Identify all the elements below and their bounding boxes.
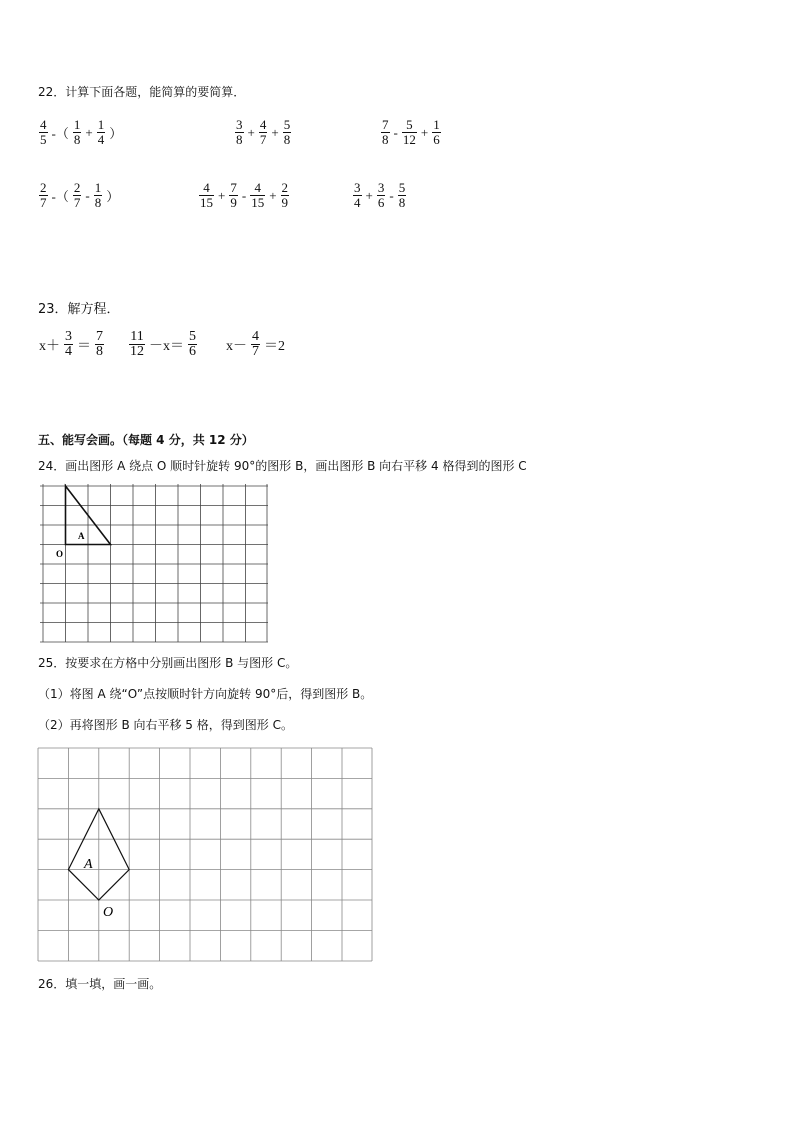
fraction-denominator: 12 [402, 132, 416, 147]
fraction-numerator: 5 [189, 329, 196, 344]
fraction-denominator: 15 [200, 195, 213, 210]
fraction-numerator: 5 [283, 117, 291, 132]
operator: + [85, 124, 93, 140]
q25-label-a: A [84, 857, 93, 872]
fraction [94, 181, 103, 210]
fraction-denominator: 6 [189, 344, 196, 359]
fraction [398, 181, 407, 210]
fraction [95, 330, 104, 359]
fraction-numerator: 2 [40, 180, 47, 195]
fraction-numerator: 1 [73, 117, 81, 132]
q23-eq-2 [128, 330, 198, 359]
q22-title: 22．计算下面各题，能简算的要简算． [38, 85, 246, 99]
q22-expr-5 [198, 181, 290, 210]
fraction [353, 181, 362, 210]
fraction [64, 330, 73, 359]
fraction-denominator: 9 [281, 195, 289, 210]
q25-title: 25．按要求在方格中分别画出图形 B 与图形 C。 [38, 656, 298, 670]
fraction-denominator: 9 [230, 195, 237, 210]
fraction-denominator: 6 [433, 132, 440, 147]
section-five-title: 五、能写会画。（每题 4 分，共 12 分） [38, 433, 254, 447]
q25-label-o: O [103, 905, 114, 920]
q24-label-o: O [56, 549, 64, 559]
fraction [281, 181, 290, 210]
fraction-numerator: 4 [254, 180, 261, 195]
fraction-numerator: 3 [65, 329, 72, 344]
fraction-numerator: 3 [236, 117, 243, 132]
q22-expr-6 [352, 181, 407, 210]
fraction-denominator: 6 [377, 195, 385, 210]
fraction [381, 118, 390, 147]
fraction-denominator: 7 [252, 344, 259, 359]
q25-grid [36, 746, 374, 964]
fraction-numerator: 2 [281, 180, 289, 195]
fraction-numerator: 4 [203, 180, 210, 195]
operator: -（ [51, 126, 69, 141]
operator: + [247, 124, 255, 140]
q26-title: 26．填一填，画一画。 [38, 977, 162, 991]
fraction-denominator: 4 [354, 195, 361, 210]
operator: －x＝ [149, 338, 184, 354]
operator: + [269, 187, 277, 203]
fraction-denominator: 4 [65, 344, 72, 359]
q24-title: 24．画出图形 A 绕点 O 顺时针旋转 90°的图形 B，画出图形 B 向右平移 4 格得到的图形 C [38, 459, 527, 473]
fraction [229, 181, 238, 210]
fraction [235, 118, 244, 147]
fraction [39, 181, 48, 210]
fraction-denominator: 4 [97, 132, 105, 147]
operator: ） [106, 189, 120, 204]
fraction-denominator: 7 [40, 195, 47, 210]
q22-expr-3 [380, 118, 442, 147]
fraction-denominator: 8 [96, 344, 103, 359]
fraction-numerator: 4 [40, 117, 47, 132]
operator: + [420, 124, 429, 140]
fraction-denominator: 8 [94, 195, 102, 210]
operator: ） [109, 126, 123, 141]
fraction [251, 330, 260, 359]
fraction [129, 330, 145, 359]
fraction-numerator: 4 [259, 117, 267, 132]
fraction [402, 118, 417, 147]
operator: x＋ [39, 338, 60, 354]
fraction-denominator: 8 [236, 132, 243, 147]
fraction-numerator: 7 [382, 117, 389, 132]
fraction-numerator: 5 [406, 117, 413, 132]
fraction-numerator: 1 [433, 117, 440, 132]
fraction [377, 181, 386, 210]
fraction-denominator: 7 [73, 195, 81, 210]
fraction-numerator: 11 [130, 329, 144, 344]
fraction [259, 118, 268, 147]
fraction-denominator: 7 [259, 132, 267, 147]
fraction-numerator: 2 [73, 180, 81, 195]
fraction-numerator: 7 [230, 180, 237, 195]
operator: - [389, 187, 394, 203]
q23-eq-1 [38, 330, 105, 359]
operator: + [271, 124, 279, 140]
fraction-denominator: 8 [398, 195, 406, 210]
q22-expr-2 [234, 118, 292, 147]
operator: -（ [51, 189, 69, 204]
q25-step-1: （1）将图 A 绕“O”点按顺时针方向旋转 90°后，得到图形 B。 [38, 687, 373, 701]
fraction-numerator: 3 [354, 180, 361, 195]
q25-step-2: （2）再将图形 B 向右平移 5 格，得到图形 C。 [38, 718, 293, 732]
fraction [283, 118, 292, 147]
q22-expr-1 [38, 118, 123, 147]
fraction-denominator: 8 [283, 132, 291, 147]
fraction [39, 118, 48, 147]
fraction [97, 118, 106, 147]
operator: + [365, 187, 373, 203]
fraction [188, 330, 197, 359]
fraction [73, 181, 82, 210]
operator: - [393, 124, 398, 140]
fraction-numerator: 5 [398, 180, 406, 195]
q24-grid [38, 482, 270, 644]
operator: - [85, 187, 90, 203]
fraction-numerator: 3 [377, 180, 385, 195]
fraction-numerator: 1 [94, 180, 102, 195]
fraction-denominator: 8 [73, 132, 81, 147]
fraction [199, 181, 214, 210]
fraction-numerator: 7 [96, 329, 103, 344]
operator: ＝ [77, 338, 91, 354]
operator: ＝2 [264, 338, 285, 354]
q23-eq-3 [225, 330, 286, 359]
q23-title: 23．解方程． [38, 302, 120, 317]
fraction [250, 181, 265, 210]
fraction-denominator: 15 [251, 195, 265, 210]
fraction-numerator: 1 [97, 117, 105, 132]
operator: - [241, 187, 247, 203]
q22-expr-4 [38, 181, 120, 210]
operator: + [218, 187, 226, 203]
fraction [432, 118, 441, 147]
operator: x－ [226, 338, 247, 354]
fraction-denominator: 5 [40, 132, 47, 147]
fraction-denominator: 8 [382, 132, 389, 147]
q24-label-a: A [78, 531, 85, 541]
fraction [73, 118, 82, 147]
fraction-denominator: 12 [130, 344, 144, 359]
fraction-numerator: 4 [252, 329, 259, 344]
